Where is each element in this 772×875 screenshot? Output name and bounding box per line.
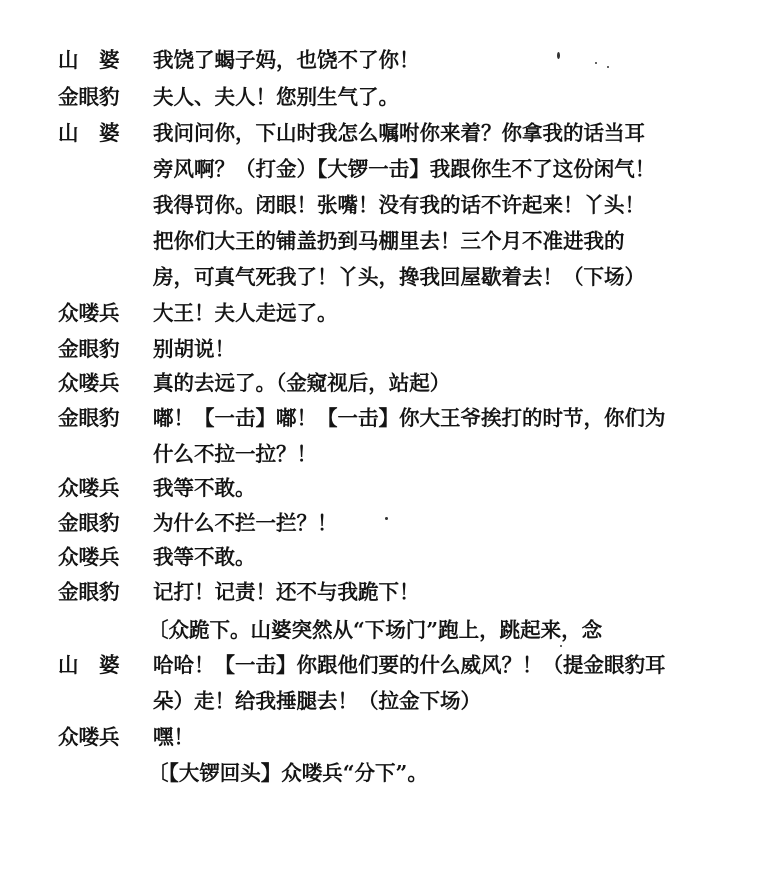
dialogue-text: 嘿！ [153,725,194,749]
scan-speck [560,645,562,647]
dialogue-text: 哈哈！【一击】你跟他们要的什么威风？！（提金眼豹耳 [153,653,666,677]
speaker-name: 山 婆 [58,121,120,145]
stage-direction-line [0,613,772,647]
stage-direction-line [0,756,772,790]
speaker-name: 金眼豹 [58,337,120,361]
script-line [0,152,772,186]
speaker-name: 金眼豹 [58,580,120,604]
script-line [0,296,772,330]
dialogue-text: 我等不敢。 [153,545,256,569]
script-line [0,401,772,435]
dialogue-text: 什么不拉一拉？！ [153,442,317,466]
script-line [0,224,772,258]
dialogue-text: 为什么不拦一拦？！ [153,511,338,535]
speaker-name: 众喽兵 [58,301,120,325]
speaker-name: 众喽兵 [58,545,120,569]
script-line [0,684,772,718]
dialogue-text: 记打！记责！还不与我跪下！ [153,580,420,604]
speaker-name: 众喽兵 [58,476,120,500]
scan-speck [385,517,388,520]
script-line [0,366,772,400]
speaker-name: 山 婆 [58,653,120,677]
dialogue-text: 旁风啊？（打金）【大锣一击】我跟你生不了这份闲气！ [153,157,656,181]
stage-direction-text: 〔【大锣回头】众喽兵“分下”。 [148,761,428,785]
speaker-name: 金眼豹 [58,511,120,535]
script-line [0,575,772,609]
stage-direction-text: 〔众跪下。山婆突然从“下场门”跑上，跳起来，念 [148,618,603,642]
dialogue-text: 房，可真气死我了！丫头，搀我回屋歇着去！（下场） [153,265,645,289]
scan-speck [607,66,609,68]
speaker-name: 金眼豹 [58,406,120,430]
script-line [0,506,772,540]
script-line [0,648,772,682]
dialogue-text: 我问问你，下山时我怎么嘱咐你来着？你拿我的话当耳 [153,121,645,145]
dialogue-text: 真的去远了。（金窥视后，站起） [153,371,451,395]
dialogue-text: 我等不敢。 [153,476,256,500]
scan-speck [595,62,597,64]
speaker-name: 众喽兵 [58,725,120,749]
script-line [0,260,772,294]
speaker-name: 山 婆 [58,48,120,72]
dialogue-text: 嘟！【一击】嘟！【一击】你大王爷挨打的时节，你们为 [153,406,666,430]
speaker-name: 金眼豹 [58,85,120,109]
scan-speck [557,52,560,59]
script-line [0,332,772,366]
dialogue-text: 夫人、夫人！您别生气了。 [153,85,399,109]
speaker-name: 众喽兵 [58,371,120,395]
dialogue-text: 大王！夫人走远了。 [153,301,338,325]
script-line [0,540,772,574]
script-line [0,80,772,114]
script-line [0,471,772,505]
script-line [0,43,772,77]
dialogue-text: 我饶了蝎子妈，也饶不了你！ [153,48,420,72]
dialogue-text: 我得罚你。闭眼！张嘴！没有我的话不许起来！丫头！ [153,193,645,217]
script-line [0,116,772,150]
script-line [0,188,772,222]
script-line [0,720,772,754]
dialogue-text: 把你们大王的铺盖扔到马棚里去！三个月不准进我的 [153,229,625,253]
dialogue-text: 朵）走！给我捶腿去！（拉金下场） [153,689,481,713]
dialogue-text: 别胡说！ [153,337,235,361]
script-line [0,437,772,471]
